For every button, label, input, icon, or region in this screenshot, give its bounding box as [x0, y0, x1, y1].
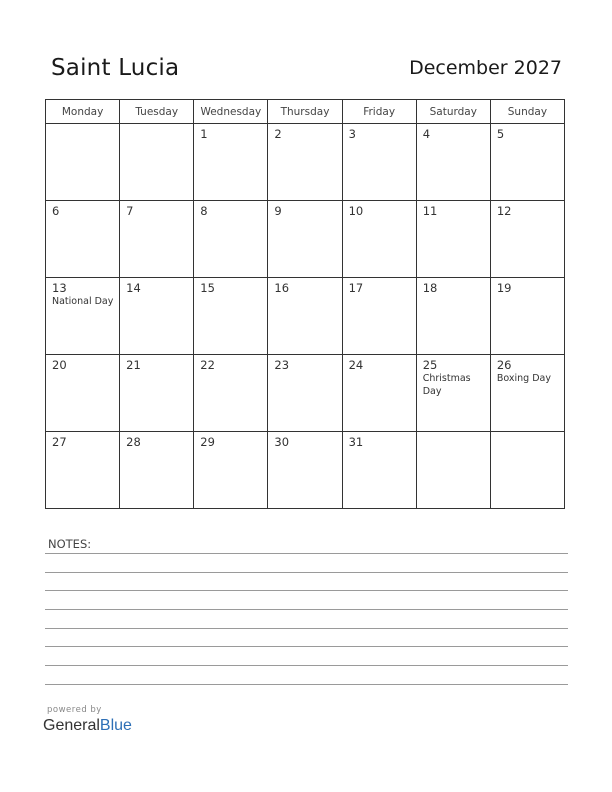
day-number: 13	[52, 281, 67, 295]
day-cell	[194, 278, 268, 355]
note-line	[45, 665, 568, 666]
day-number: 10	[348, 204, 364, 218]
day-number: 4	[422, 127, 431, 141]
weekday-header: Monday	[46, 100, 120, 124]
week-row	[46, 432, 565, 509]
day-number: 19	[496, 281, 512, 295]
day-cell	[268, 355, 342, 432]
day-number: 9	[274, 204, 282, 218]
day-number: 18	[422, 281, 438, 295]
weekday-header: Friday	[342, 100, 416, 124]
week-row	[46, 201, 565, 278]
day-number: 30	[274, 435, 290, 449]
day-cell	[194, 124, 268, 201]
day-cell	[46, 432, 120, 509]
week-row	[46, 355, 565, 432]
day-cell	[490, 201, 564, 278]
note-line	[45, 553, 568, 554]
note-line	[45, 684, 568, 685]
day-number: 12	[496, 204, 512, 218]
day-number: 2	[274, 127, 282, 141]
calendar-grid	[45, 99, 565, 509]
day-cell	[46, 201, 120, 278]
day-number: 7	[126, 204, 134, 218]
day-cell	[268, 278, 342, 355]
day-number: 17	[348, 281, 364, 295]
day-cell	[120, 432, 194, 509]
day-cell	[342, 201, 416, 278]
note-line	[45, 646, 568, 647]
day-number: 28	[126, 435, 141, 449]
day-cell	[120, 201, 194, 278]
day-number: 22	[200, 358, 215, 372]
weekday-header: Wednesday	[194, 100, 268, 124]
day-cell	[416, 355, 490, 432]
day-number: 11	[422, 204, 438, 218]
holiday-label: National Day	[52, 296, 114, 307]
day-cell	[120, 124, 194, 201]
week-row	[46, 278, 565, 355]
day-number	[417, 432, 490, 435]
day-number: 16	[274, 281, 290, 295]
day-number: 6	[52, 204, 60, 218]
note-line	[45, 590, 568, 591]
weekday-header: Thursday	[268, 100, 342, 124]
country-title: Saint Lucia	[51, 55, 180, 81]
day-number: 29	[200, 435, 215, 449]
brand-blue: Blue	[99, 717, 132, 734]
day-cell	[490, 278, 564, 355]
day-number	[120, 124, 193, 127]
day-cell	[46, 278, 120, 355]
powered-by-text: powered by	[47, 705, 102, 715]
day-number: 27	[52, 435, 67, 449]
day-cell	[120, 278, 194, 355]
note-line	[45, 628, 568, 629]
weekday-header: Sunday	[490, 100, 564, 124]
day-number: 31	[348, 435, 364, 449]
day-cell	[46, 124, 120, 201]
day-cell	[342, 355, 416, 432]
weekday-header-row	[46, 100, 565, 124]
notes-label: NOTES:	[48, 537, 92, 551]
month-title: December 2027	[409, 57, 562, 79]
weekday-header: Saturday	[416, 100, 490, 124]
note-line	[45, 609, 568, 610]
day-number: 20	[52, 358, 67, 372]
day-cell	[416, 201, 490, 278]
day-cell	[342, 124, 416, 201]
day-number: 26	[496, 358, 512, 372]
day-cell	[416, 432, 490, 509]
day-cell	[342, 432, 416, 509]
holiday-label: Christmas Day	[422, 373, 471, 397]
holiday-label: Boxing Day	[496, 373, 551, 384]
day-number	[491, 432, 564, 435]
day-number: 25	[422, 358, 438, 372]
day-number	[46, 124, 119, 127]
day-number: 8	[200, 204, 208, 218]
day-cell	[268, 201, 342, 278]
day-number: 15	[200, 281, 215, 295]
day-cell	[490, 355, 564, 432]
day-cell	[268, 432, 342, 509]
day-cell	[416, 278, 490, 355]
day-number: 3	[348, 127, 356, 141]
day-number: 21	[126, 358, 141, 372]
note-line	[45, 572, 568, 573]
day-cell	[120, 355, 194, 432]
day-cell	[194, 355, 268, 432]
generalblue-logo	[43, 717, 132, 735]
day-number: 14	[126, 281, 141, 295]
day-cell	[342, 278, 416, 355]
day-number: 24	[348, 358, 364, 372]
day-cell	[490, 124, 564, 201]
day-number: 23	[274, 358, 290, 372]
week-row	[46, 124, 565, 201]
day-cell	[46, 355, 120, 432]
day-cell	[194, 201, 268, 278]
day-number: 5	[496, 127, 505, 141]
day-cell	[416, 124, 490, 201]
day-cell	[490, 432, 564, 509]
brand-general: General	[43, 717, 100, 734]
day-cell	[268, 124, 342, 201]
day-cell	[194, 432, 268, 509]
day-number: 1	[200, 127, 208, 141]
weekday-header: Tuesday	[120, 100, 194, 124]
